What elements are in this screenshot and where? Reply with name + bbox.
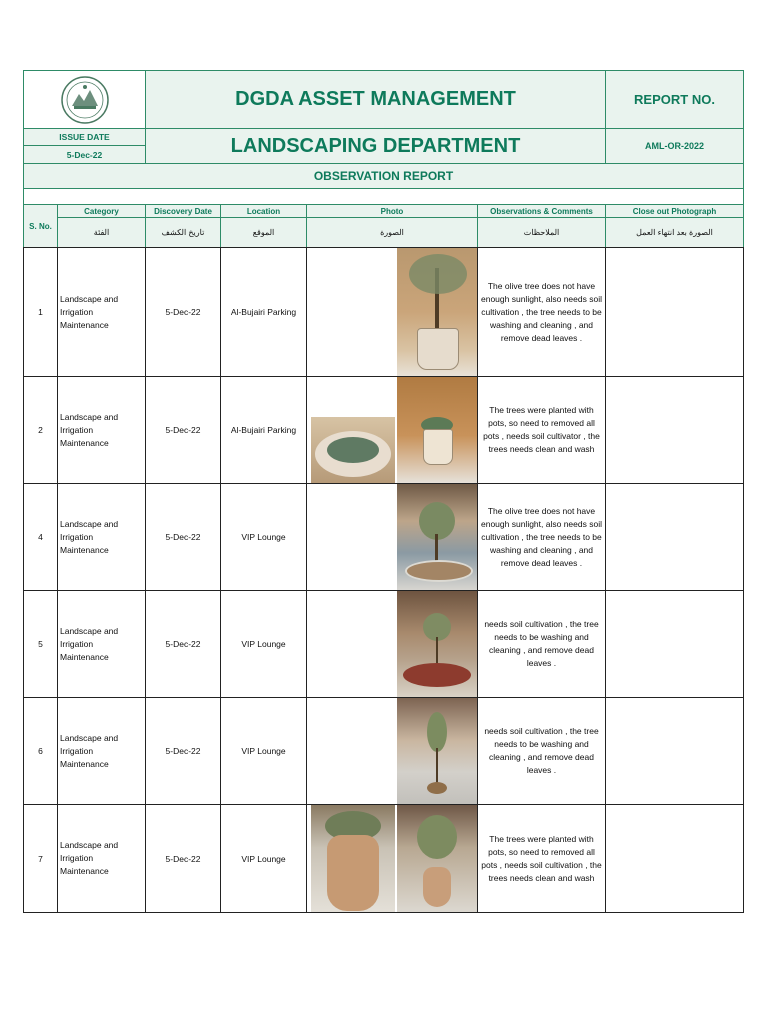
row-location: VIP Lounge [220, 590, 307, 698]
row-closeout-photo [605, 697, 744, 805]
row-date: 5-Dec-22 [145, 697, 221, 805]
row-location: VIP Lounge [220, 483, 307, 591]
report-no-label-cell [605, 70, 744, 129]
potted-olive-photo [397, 805, 477, 912]
row-date: 5-Dec-22 [145, 590, 221, 698]
row-location: Al-Bujairi Parking [220, 376, 307, 484]
row-number: 1 [23, 247, 58, 377]
row-location: VIP Lounge [220, 804, 307, 913]
col-photo-ar: الصورة [306, 217, 478, 248]
report-no-cell [605, 128, 744, 164]
row-photo-cell [306, 483, 478, 591]
row-number: 7 [23, 804, 58, 913]
row-category: Landscape and Irrigation Maintenance [57, 376, 146, 484]
row-date: 5-Dec-22 [145, 247, 221, 377]
row-category: Landscape and Irrigation Maintenance [57, 590, 146, 698]
row-comment: The olive tree does not have enough sunlight, also needs soil cultivation , the tree needs to be washing and cleaning , and remove dead leaves . [477, 483, 606, 591]
logo-cell [23, 70, 146, 129]
row-closeout-photo [605, 590, 744, 698]
row-photo-cell [306, 590, 478, 698]
row-comment: The trees were planted with pots, so need to removed all pots , needs soil cultivator , the trees needs clean and wash [477, 376, 606, 484]
col-category-ar: الفئة [57, 217, 146, 248]
row-comment: needs soil cultivation , the tree needs to be washing and cleaning , and remove dead leaves . [477, 697, 606, 805]
col-photo: Photo [306, 204, 478, 218]
page-title: DGDA ASSET MANAGEMENT [235, 88, 516, 110]
col-observations-ar: الملاحظات [477, 217, 606, 248]
col-location: Location [220, 204, 307, 218]
vip-lounge-olive-photo [397, 484, 477, 590]
row-number: 5 [23, 590, 58, 698]
row-category: Landscape and Irrigation Maintenance [57, 483, 146, 591]
issue-date-cell [23, 145, 146, 164]
potted-plant-photo [397, 377, 477, 483]
row-photo-cell [306, 247, 478, 377]
col-closeout-ar: الصورة بعد انتهاء العمل [605, 217, 744, 248]
row-closeout-photo [605, 376, 744, 484]
row-category: Landscape and Irrigation Maintenance [57, 697, 146, 805]
header-title-cell [145, 70, 606, 129]
row-photo-cell [306, 804, 478, 913]
col-observations: Observations & Comments [477, 204, 606, 218]
row-location: VIP Lounge [220, 697, 307, 805]
col-location-ar: الموقع [220, 217, 307, 248]
row-location: Al-Bujairi Parking [220, 247, 307, 377]
row-date: 5-Dec-22 [145, 804, 221, 913]
col-category: Category [57, 204, 146, 218]
row-category: Landscape and Irrigation Maintenance [57, 804, 146, 913]
report-no-label: REPORT NO. [634, 92, 715, 107]
courtyard-tree-photo [397, 591, 477, 697]
col-sno: S. No. [23, 204, 58, 248]
jar-pot-photo [311, 805, 395, 912]
row-photo-cell [306, 697, 478, 805]
row-number: 2 [23, 376, 58, 484]
row-photo-cell [306, 376, 478, 484]
row-closeout-photo [605, 483, 744, 591]
issue-date-value: 5-Dec-22 [66, 149, 103, 160]
spacer-row [23, 188, 744, 205]
row-comment: needs soil cultivation , the tree needs to be washing and cleaning , and remove dead leaves . [477, 590, 606, 698]
row-date: 5-Dec-22 [145, 483, 221, 591]
succulent-pot-photo [311, 417, 395, 483]
header-subtitle-cell [145, 128, 606, 164]
row-date: 5-Dec-22 [145, 376, 221, 484]
olive-tree-photo [397, 248, 477, 376]
issue-date-label: ISSUE DATE [59, 132, 110, 142]
col-discovery-ar: تاريخ الكشف [145, 217, 221, 248]
row-closeout-photo [605, 804, 744, 913]
report-title: OBSERVATION REPORT [313, 169, 454, 183]
col-discovery: Discovery Date [145, 204, 221, 218]
row-category: Landscape and Irrigation Maintenance [57, 247, 146, 377]
row-number: 4 [23, 483, 58, 591]
lounge-tree-photo [397, 698, 477, 804]
report-no-value: AML-OR-2022 [644, 141, 704, 151]
row-number: 6 [23, 697, 58, 805]
row-closeout-photo [605, 247, 744, 377]
issue-date-label-cell [23, 128, 146, 146]
col-closeout: Close out Photograph [605, 204, 744, 218]
report-title-cell [23, 163, 744, 189]
row-comment: The olive tree does not have enough sunlight, also needs soil cultivation , the tree needs to be washing and cleaning , and remove dead leaves . [477, 247, 606, 377]
dgda-logo-icon [60, 75, 110, 125]
row-comment: The trees were planted with pots, so need to removed all pots , needs soil cultivation , the trees needs clean and wash [477, 804, 606, 913]
page-subtitle: LANDSCAPING DEPARTMENT [230, 134, 521, 157]
